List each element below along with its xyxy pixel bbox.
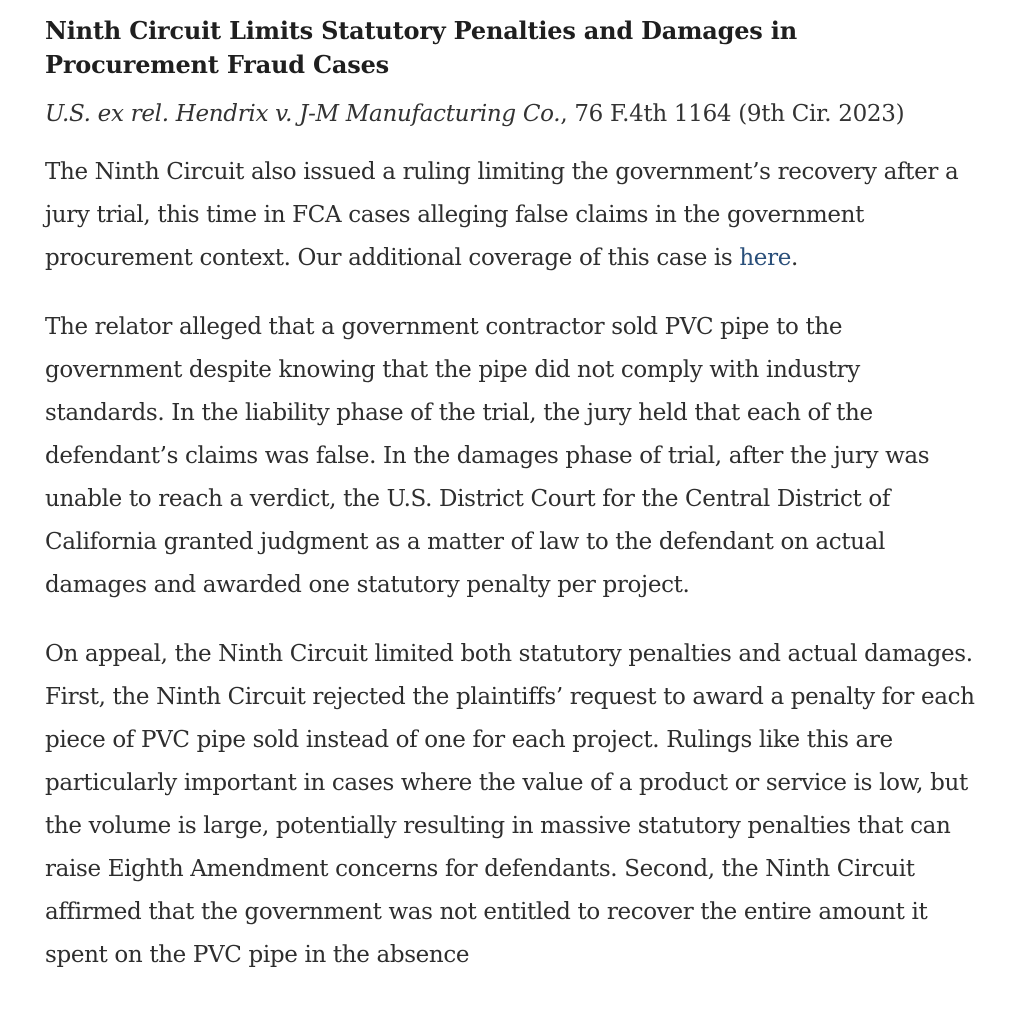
article xyxy=(45,14,975,1003)
case-name: U.S. ex rel. Hendrix v. J-M Manufacturing Co. xyxy=(45,101,561,127)
paragraph-1-text: The Ninth Circuit also issued a ruling limiting the government’s recovery after a jury trial, this time in FCA cases alleging false claims in the government procurement context. Our additional coverage of this case is xyxy=(45,159,959,271)
case-reporter: , 76 F.4th 1164 (9th Cir. 2023) xyxy=(560,101,905,127)
article-body xyxy=(45,151,975,977)
paragraph-3: On appeal, the Ninth Circuit limited both statutory penalties and actual damages. First, the Ninth Circuit rejected the plaintiffs’ request to award a penalty for each piece of PVC pipe sold instead of one for each project. Rulings like this are particularly important in cases where the value of a product or service is low, but the volume is large, potentially resulting in massive statutory penalties that can raise Eighth Amendment concerns for defendants. Second, the Ninth Circuit affirmed that the government was not entitled to recover the entire amount it spent on the PVC pipe in the absence xyxy=(45,641,975,968)
paragraph-1 xyxy=(45,151,975,280)
case-citation xyxy=(45,98,975,130)
coverage-link[interactable]: here xyxy=(739,245,791,271)
article-title-line2: Procurement Fraud Cases xyxy=(45,50,389,79)
paragraph-1-tail: . xyxy=(790,245,798,271)
article-title-line1: Ninth Circuit Limits Statutory Penalties and Damages in xyxy=(45,16,797,45)
paragraph-2: The relator alleged that a government contractor sold PVC pipe to the government despite knowing that the pipe did not comply with industry standards. In the liability phase of the trial, the jury held that each of the defendant’s claims was false. In the damages phase of trial, after the jury was unable to reach a verdict, the U.S. District Court for the Central District of California granted judgment as a matter of law to the defendant on actual damages and awarded one statutory penalty per project. xyxy=(45,314,930,598)
article-title xyxy=(45,14,975,82)
